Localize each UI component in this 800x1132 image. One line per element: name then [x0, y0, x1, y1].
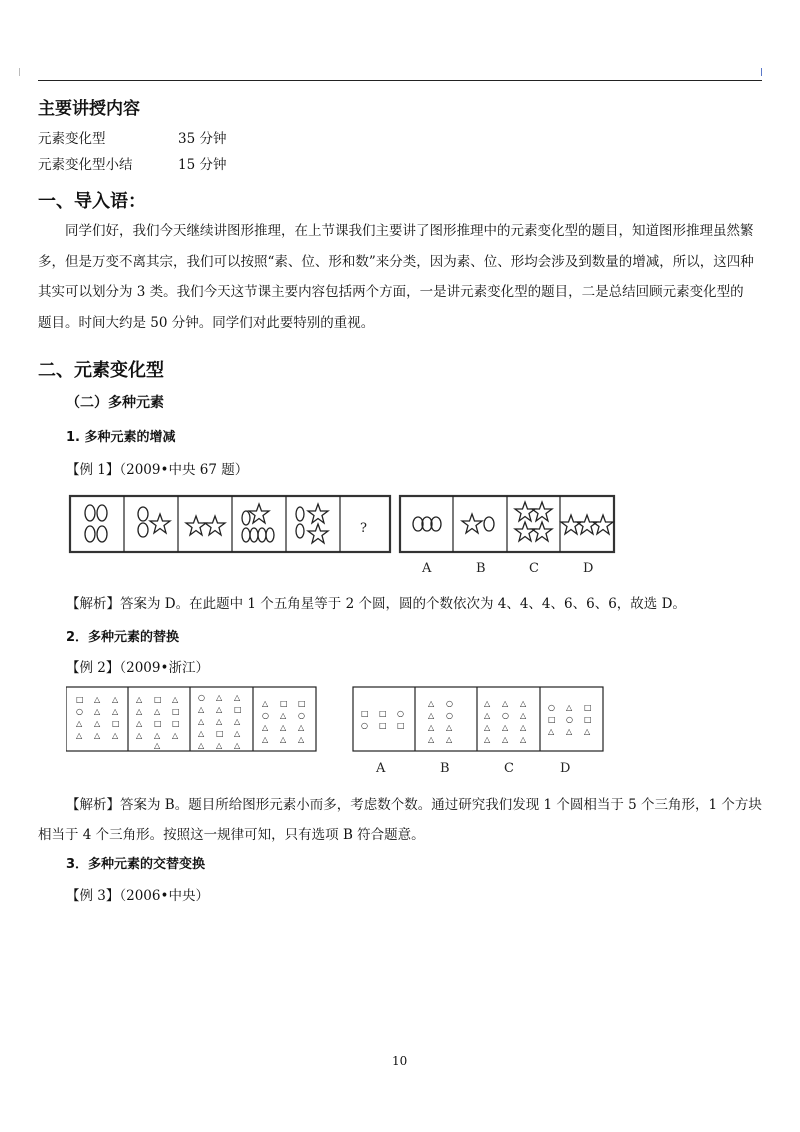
option-panel-d	[548, 703, 592, 736]
topic2-title: 2．多种元素的替换	[66, 630, 180, 645]
topic3-title: 3．多种元素的交替变换	[66, 857, 206, 872]
panel-four-circles	[85, 505, 107, 542]
svg-text:△: △	[484, 699, 491, 708]
panel-circles-stars	[296, 504, 328, 543]
option-c-figure	[515, 502, 552, 541]
option-b-figure	[462, 514, 494, 533]
svg-text:△: △	[198, 729, 205, 738]
svg-text:△: △	[584, 727, 591, 736]
question-panel	[262, 699, 306, 744]
svg-text:□: □	[397, 721, 405, 730]
header-right-mark	[761, 68, 762, 76]
svg-text:□: □	[280, 699, 288, 708]
question-mark: ?	[360, 521, 367, 536]
panel-star-circles	[242, 504, 274, 542]
svg-text:△: △	[112, 707, 119, 716]
schedule-row	[38, 153, 226, 173]
svg-text:△: △	[216, 693, 223, 702]
svg-text:△: △	[484, 723, 491, 732]
option-a-figure	[413, 517, 441, 531]
example1-label: 【例 1】（2009•中央 67 题）	[66, 462, 249, 478]
example2-label: 【例 2】（2009•浙江）	[66, 660, 209, 676]
svg-text:△: △	[136, 695, 143, 704]
example3-label: 【例 3】（2006•中央）	[66, 888, 209, 904]
svg-text:□: □	[154, 719, 162, 728]
page-number: 10	[392, 1054, 408, 1068]
svg-text:△: △	[298, 723, 305, 732]
svg-text:△: △	[94, 695, 101, 704]
section1-paragraph: 同学们好，我们今天继续讲图形推理，在上节课我们主要讲了图形推理中的元素变化型的题目，知道图形推理虽然繁多，但是万变不离其宗，我们可以按照“素、位、形和数”来分类，因为素、位、形均会涉及到数量的增减，所以，这四种其实可以划分为 3 类。我们今天这节课主要内容包括两个方面，一是讲元素变化型的题目，二是总结回顾元素变化型的题目。时间大约是 50 分钟。同学们对此要特别的重视。	[38, 223, 754, 331]
section2-heading: 二、元素变化型	[38, 360, 164, 381]
svg-text:○: ○	[298, 711, 305, 720]
svg-text:△: △	[446, 723, 453, 732]
svg-text:○: ○	[397, 709, 404, 718]
svg-text:△: △	[484, 735, 491, 744]
svg-text:△: △	[262, 723, 269, 732]
schedule-topic: 元素变化型小结	[38, 157, 133, 173]
schedule-topic: 元素变化型	[38, 131, 106, 147]
main-content-title: 主要讲授内容	[38, 99, 140, 119]
section2-subheading: （二）多种元素	[66, 395, 164, 411]
svg-text:□: □	[234, 705, 242, 714]
svg-text:○: ○	[548, 703, 555, 712]
svg-text:△: △	[566, 703, 573, 712]
svg-text:△: △	[428, 711, 435, 720]
section1-heading: 一、导入语：	[38, 191, 146, 212]
panel-circles-star	[138, 507, 170, 537]
svg-text:△: △	[484, 711, 491, 720]
svg-text:□: □	[154, 695, 162, 704]
svg-text:△: △	[262, 699, 269, 708]
svg-text:△: △	[136, 719, 143, 728]
svg-text:□: □	[76, 695, 84, 704]
svg-text:△: △	[154, 707, 161, 716]
svg-text:△: △	[136, 731, 143, 740]
option-label: B	[476, 561, 486, 576]
svg-text:△: △	[502, 735, 509, 744]
svg-text:○: ○	[446, 699, 453, 708]
svg-text:△: △	[216, 741, 223, 750]
svg-text:△: △	[94, 707, 101, 716]
option-label: C	[529, 561, 539, 576]
svg-text:△: △	[520, 699, 527, 708]
svg-text:△: △	[280, 723, 287, 732]
svg-text:△: △	[172, 695, 179, 704]
svg-text:□: □	[112, 719, 120, 728]
svg-text:□: □	[584, 703, 592, 712]
svg-text:△: △	[502, 723, 509, 732]
svg-text:○: ○	[361, 721, 368, 730]
svg-text:○: ○	[446, 711, 453, 720]
svg-text:△: △	[280, 711, 287, 720]
topic1-title: 1. 多种元素的增减	[66, 430, 176, 445]
svg-text:△: △	[234, 693, 241, 702]
option-d-figure	[561, 515, 613, 534]
svg-text:△: △	[234, 717, 241, 726]
question-panel	[136, 695, 180, 750]
option-panel-b	[428, 699, 453, 744]
example2-figure	[66, 686, 626, 780]
svg-text:△: △	[154, 731, 161, 740]
svg-text:△: △	[428, 723, 435, 732]
svg-text:□: □	[379, 709, 387, 718]
question-boxes	[66, 687, 316, 751]
option-label: B	[440, 761, 450, 776]
svg-text:△: △	[548, 727, 555, 736]
svg-text:△: △	[280, 735, 287, 744]
svg-text:△: △	[234, 729, 241, 738]
svg-text:△: △	[216, 705, 223, 714]
svg-text:□: □	[172, 707, 180, 716]
svg-text:△: △	[154, 741, 161, 750]
svg-text:△: △	[298, 735, 305, 744]
svg-text:△: △	[76, 731, 83, 740]
svg-text:△: △	[446, 735, 453, 744]
svg-text:△: △	[234, 741, 241, 750]
svg-text:○: ○	[76, 707, 83, 716]
panel-two-stars	[186, 516, 225, 535]
option-label: D	[560, 761, 571, 776]
option-panel-a	[361, 709, 405, 730]
question-panel	[76, 695, 120, 740]
svg-text:□: □	[216, 729, 224, 738]
svg-text:△: △	[198, 741, 205, 750]
svg-text:□: □	[298, 699, 306, 708]
option-panel-c	[484, 699, 527, 744]
analysis1: 【解析】答案为 D。在此题中 1 个五角星等于 2 个圆，圆的个数依次为 4、4、4、6、6、6，故选 D。	[66, 596, 686, 612]
question-panel	[198, 693, 242, 750]
svg-text:△: △	[262, 735, 269, 744]
option-label: D	[583, 561, 594, 576]
svg-text:△: △	[428, 735, 435, 744]
svg-text:△: △	[198, 705, 205, 714]
svg-text:△: △	[566, 727, 573, 736]
svg-text:△: △	[216, 717, 223, 726]
header-left-mark	[19, 68, 20, 76]
svg-text:△: △	[502, 699, 509, 708]
svg-text:□: □	[172, 719, 180, 728]
example1-figure	[66, 492, 626, 576]
svg-text:△: △	[94, 719, 101, 728]
svg-text:△: △	[76, 719, 83, 728]
svg-text:○: ○	[198, 693, 205, 702]
svg-text:△: △	[112, 731, 119, 740]
svg-text:△: △	[136, 707, 143, 716]
svg-text:□: □	[361, 709, 369, 718]
svg-text:△: △	[94, 731, 101, 740]
option-label: A	[376, 761, 386, 776]
svg-text:○: ○	[262, 711, 269, 720]
schedule-duration: 35 分钟	[178, 131, 227, 147]
question-strip	[70, 496, 390, 552]
svg-text:△: △	[172, 731, 179, 740]
svg-text:○: ○	[566, 715, 573, 724]
svg-text:△: △	[428, 699, 435, 708]
header-rule	[38, 80, 762, 81]
schedule-duration: 15 分钟	[178, 157, 227, 173]
svg-text:□: □	[548, 715, 556, 724]
svg-text:△: △	[520, 711, 527, 720]
svg-text:□: □	[584, 715, 592, 724]
svg-text:□: □	[379, 721, 387, 730]
analysis2: 【解析】答案为 B。题目所给图形元素小而多，考虑数个数。通过研究我们发现 1 个圆相当于 5 个三角形，1 个方块相当于 4 个三角形。按照这一规律可知，只有选项 B 符合题意。	[38, 797, 762, 843]
schedule-row	[38, 127, 226, 147]
svg-text:○: ○	[502, 711, 509, 720]
option-label: A	[422, 561, 432, 576]
svg-text:△: △	[520, 723, 527, 732]
svg-text:△: △	[198, 717, 205, 726]
option-label: C	[504, 761, 514, 776]
svg-text:△: △	[520, 735, 527, 744]
svg-text:△: △	[112, 695, 119, 704]
